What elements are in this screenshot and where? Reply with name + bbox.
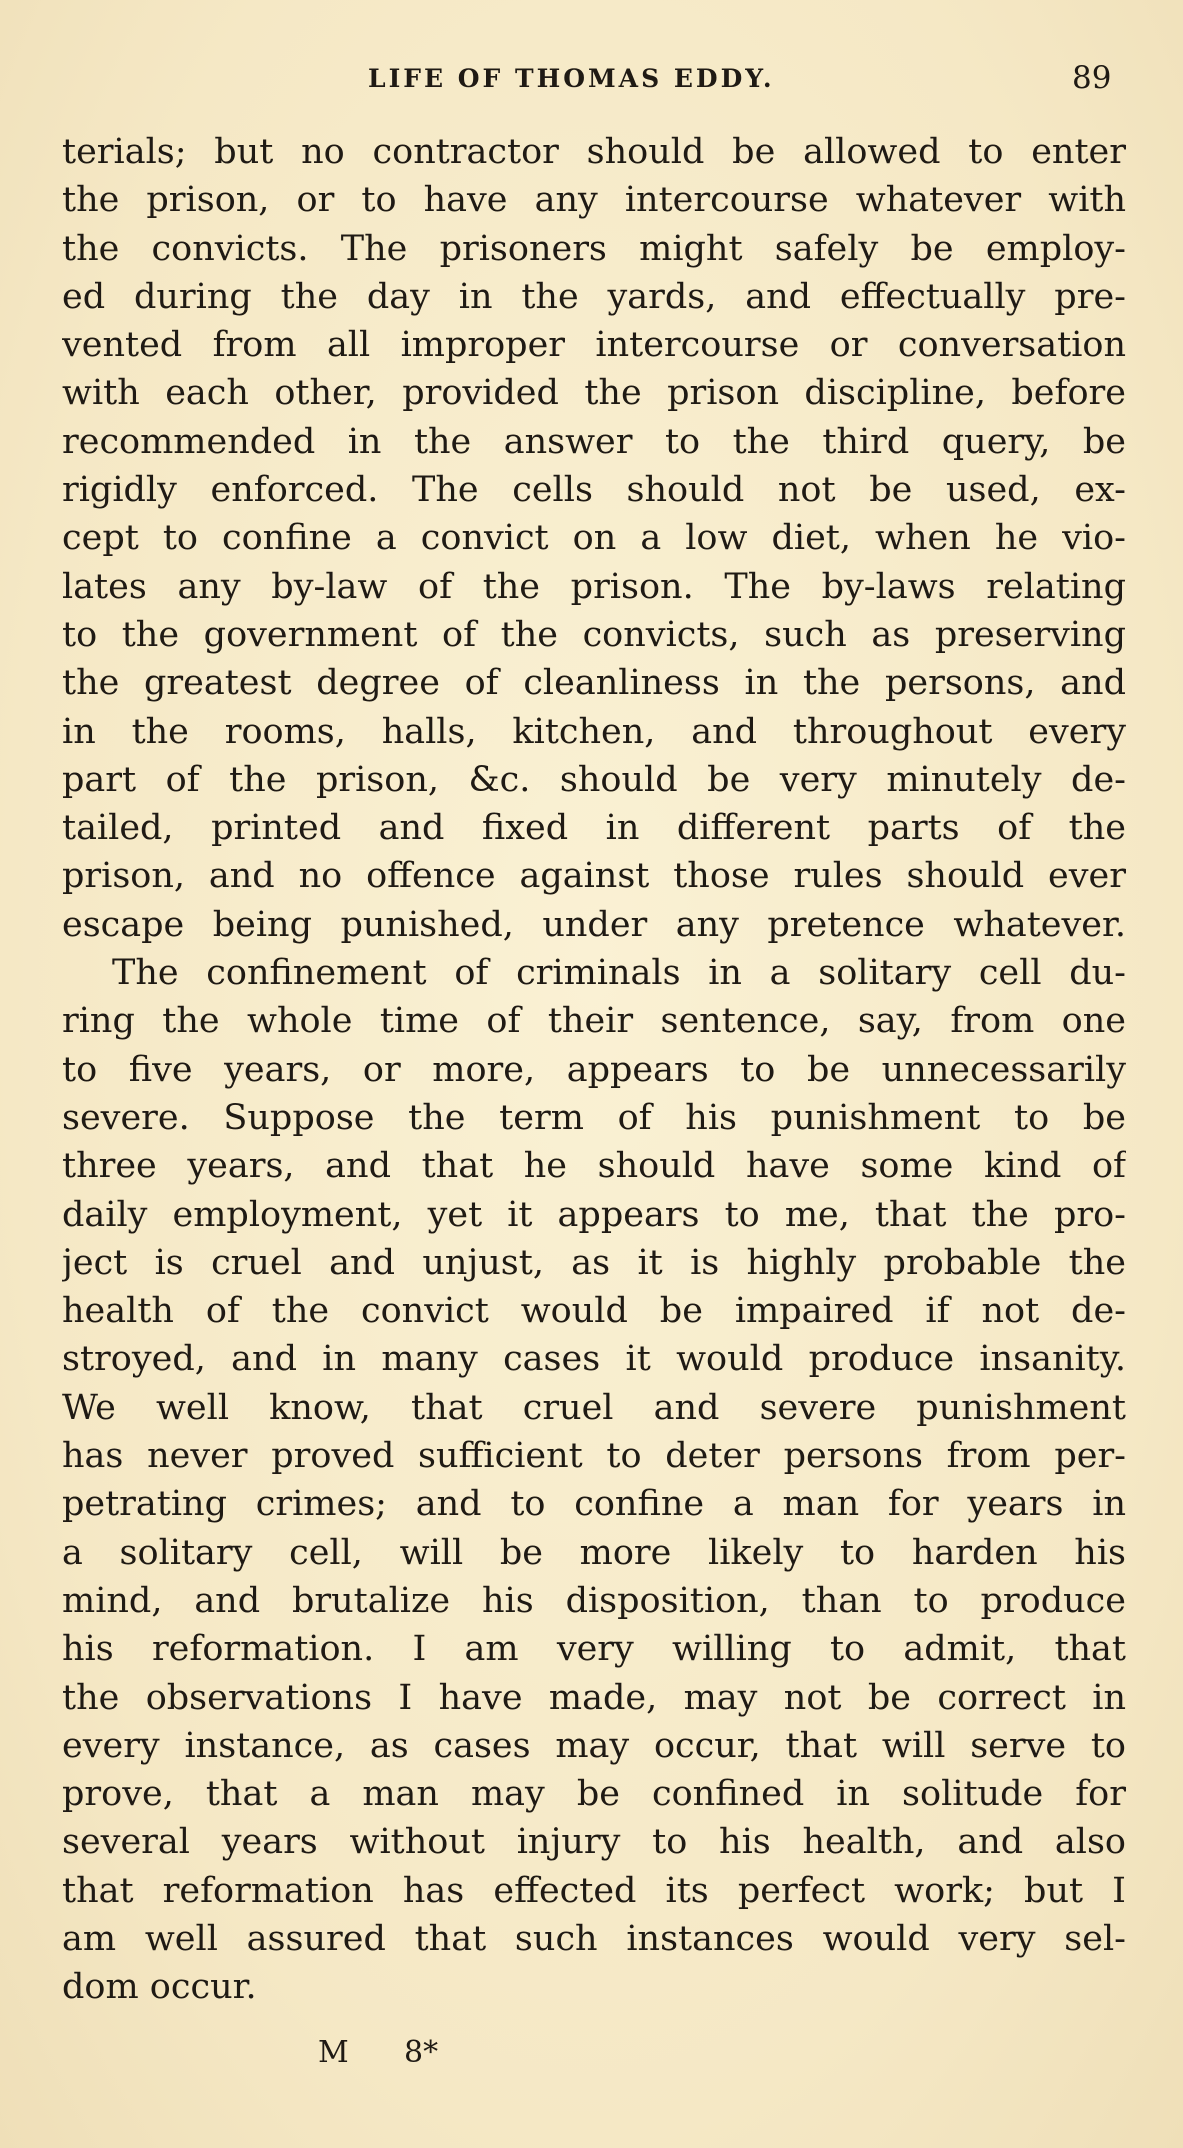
text-line: cept to confine a convict on a low diet, when he vio- [62,518,1126,559]
text-line: has never proved sufficient to deter persons from per- [62,1436,1126,1477]
running-head [0,60,1183,100]
text-line: mind, and brutalize his disposition, than to produce [62,1580,1126,1621]
text-line: am well assured that such instances would very sel- [62,1918,1126,1959]
text-line: petrating crimes; and to confine a man for years in [62,1484,1126,1525]
text-line: with each other, provided the prison discipline, before [62,373,1126,414]
text-line: The confinement of criminals in a solitary cell du- [112,953,1126,994]
text-line: his reformation. I am very willing to admit, that [62,1629,1126,1670]
text-line: vented from all improper intercourse or conversation [62,325,1126,366]
text-line: to five years, or more, appears to be unnecessarily [62,1049,1126,1090]
signature-letter: M [318,2035,349,2070]
text-line: the convicts. The prisoners might safely be employ- [62,228,1126,269]
text-line: three years, and that he should have some kind of [62,1146,1126,1187]
text-line: prove, that a man may be confined in solitude for [62,1774,1126,1815]
text-line: ject is cruel and unjust, as it is highly probable the [62,1242,1126,1283]
text-line: tailed, printed and fixed in different parts of the [62,808,1126,849]
text-line: recommended in the answer to the third query, be [62,421,1126,462]
text-line: ed during the day in the yards, and effectually pre- [62,276,1126,317]
text-line: part of the prison, &c. should be very minutely de- [62,759,1126,800]
signature-number: 8* [404,2035,439,2070]
text-line: a solitary cell, will be more likely to harden his [62,1532,1126,1573]
text-line: the greatest degree of cleanliness in the persons, and [62,663,1126,704]
text-line: to the government of the convicts, such as preserving [62,614,1126,655]
text-line: several years without injury to his health, and also [62,1822,1126,1863]
text-line: health of the convict would be impaired if not de- [62,1291,1126,1332]
text-line: terials; but no contractor should be allowed to enter [62,132,1126,172]
text-line: stroyed, and in many cases it would produce insanity. [62,1339,1126,1380]
text-line: We well know, that cruel and severe punishment [62,1387,1126,1428]
text-line: severe. Suppose the term of his punishment to be [62,1097,1126,1138]
printer-signature-mark [318,2035,518,2079]
text-line: ring the whole time of their sentence, say, from one [62,1001,1126,1042]
text-line: every instance, as cases may occur, that will serve to [62,1725,1126,1766]
text-line: lates any by-law of the prison. The by-laws relating [62,566,1126,607]
text-line: escape being punished, under any pretence whatever. [62,904,1126,945]
text-line: the prison, or to have any intercourse whatever with [62,180,1126,221]
body-text [62,128,1126,2012]
text-line: daily employment, yet it appears to me, that the pro- [62,1194,1126,1235]
running-title: LIFE OF THOMAS EDDY. [368,64,775,93]
text-line: prison, and no offence against those rules should ever [62,856,1126,897]
text-line: dom occur. [62,1967,257,2008]
page-number: 89 [1072,60,1112,96]
text-line: the observations I have made, may not be correct in [62,1677,1126,1718]
text-line: in the rooms, halls, kitchen, and throughout every [62,711,1126,752]
text-line: that reformation has effected its perfect work; but I [62,1870,1126,1911]
text-line: rigidly enforced. The cells should not be used, ex- [62,470,1126,511]
